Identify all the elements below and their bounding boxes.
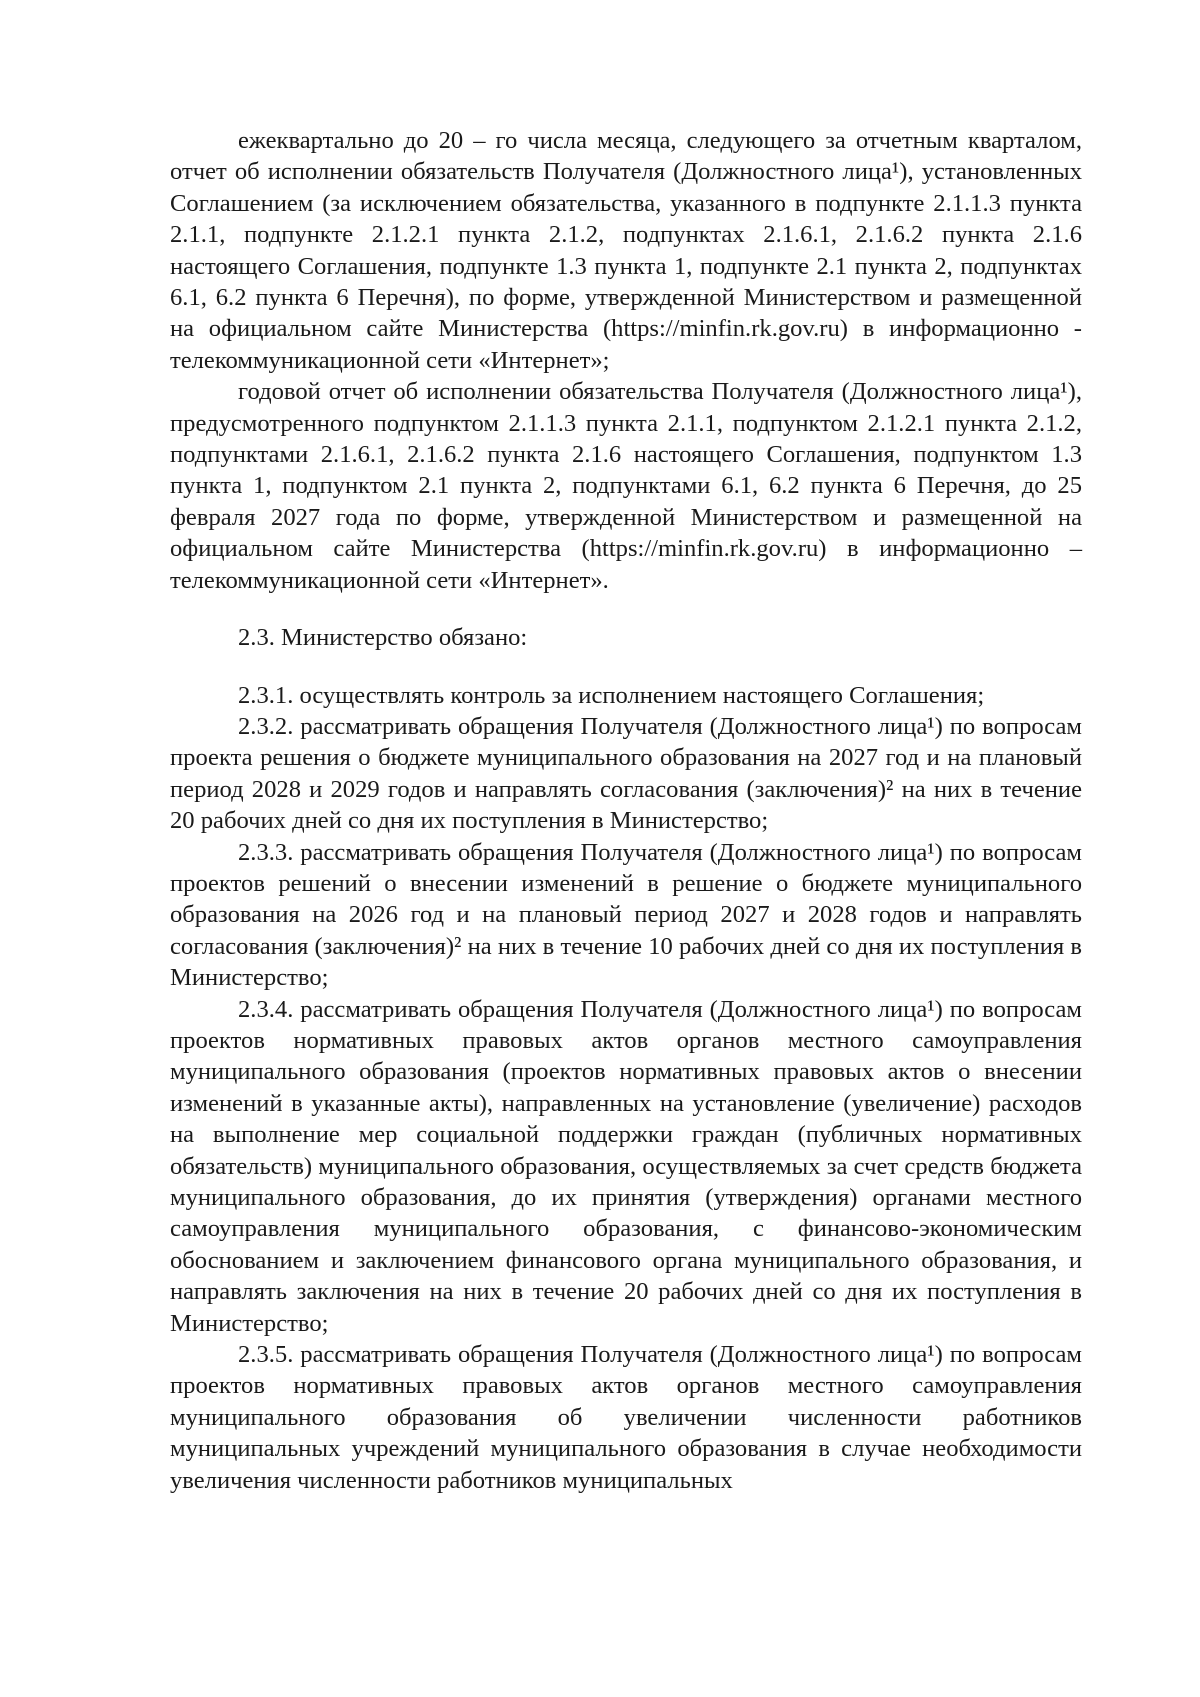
clause-2-3-4: 2.3.4. рассматривать обращения Получателя (Должностного лица¹) по вопросам проектов нормативных правовых актов органов местного самоуправления муниципального образования (проектов нормативных правовых актов о внесении изменений в указанные акты), направленных на установление (увеличение) расходов на выполнение мер социальной поддержки граждан (публичных нормативных обязательств) муниципального образования, осуществляемых за счет средств бюджета муниципального образования, до их принятия (утверждения) органами местного самоуправления муниципального образования, с финансово-экономическим обоснованием и заключением финансового органа муниципального образования, и направлять заключения на них в течение 20 рабочих дней со дня их поступления в Министерство; <box>170 995 1082 1337</box>
paragraph-annual-report: годовой отчет об исполнении обязательства Получателя (Должностного лица¹), предусмотренного подпунктом 2.1.1.3 пункта 2.1.1, подпунктом 2.1.2.1 пункта 2.1.2, подпунктами 2.1.6.1, 2.1.6.2 пункта 2.1.6 настоящего Соглашения, подпунктом 1.3 пункта 1, подпунктом 2.1 пункта 2, подпунктами 6.1, 6.2 пункта 6 Перечня, до 25 февраля 2027 года по форме, утвержденной Министерством и размещенной на официальном сайте Министерства (https://minfin.rk.gov.ru) в информационно – телекоммуникационной сети «Интернет». <box>170 378 1082 594</box>
section-heading-ministry-obligations: 2.3. Министерство обязано: <box>238 624 528 652</box>
clause-2-3-1: 2.3.1. осуществлять контроль за исполнением настоящего Соглашения; <box>238 681 985 709</box>
clause-2-3-5: 2.3.5. рассматривать обращения Получателя (Должностного лица¹) по вопросам проектов нормативных правовых актов органов местного самоуправления муниципального образования об увеличении численности работников муниципальных учреждений муниципального образования в случае необходимости увеличения численности работников муниципальных <box>170 1341 1082 1494</box>
clause-2-3-2: 2.3.2. рассматривать обращения Получателя (Должностного лица¹) по вопросам проекта решения о бюджете муниципального образования на 2027 год и на плановый период 2028 и 2029 годов и направлять согласования (заключения)² на них в течение 20 рабочих дней со дня их поступления в Министерство; <box>170 712 1082 835</box>
clause-2-3-3: 2.3.3. рассматривать обращения Получателя (Должностного лица¹) по вопросам проектов решений о внесении изменений в решение о бюджете муниципального образования на 2026 год и на плановый период 2027 и 2028 годов и направлять согласования (заключения)² на них в течение 10 рабочих дней со дня их поступления в Министерство; <box>170 838 1082 992</box>
paragraph-quarterly-report: ежеквартально до 20 – го числа месяца, следующего за отчетным кварталом, отчет об исполнении обязательств Получателя (Должностного лица¹), установленных Соглашением (за исключением обязательства, указанного в подпункте 2.1.1.3 пункта 2.1.1, подпункте 2.1.2.1 пункта 2.1.2, подпунктах 2.1.6.1, 2.1.6.2 пункта 2.1.6 настоящего Соглашения, подпункте 1.3 пункта 1, подпункте 2.1 пункта 2, подпунктах 6.1, 6.2 пункта 6 Перечня), по форме, утвержденной Министерством и размещенной на официальном сайте Министерства (https://minfin.rk.gov.ru) в информационно - телекоммуникационной сети «Интернет»; <box>170 127 1082 374</box>
